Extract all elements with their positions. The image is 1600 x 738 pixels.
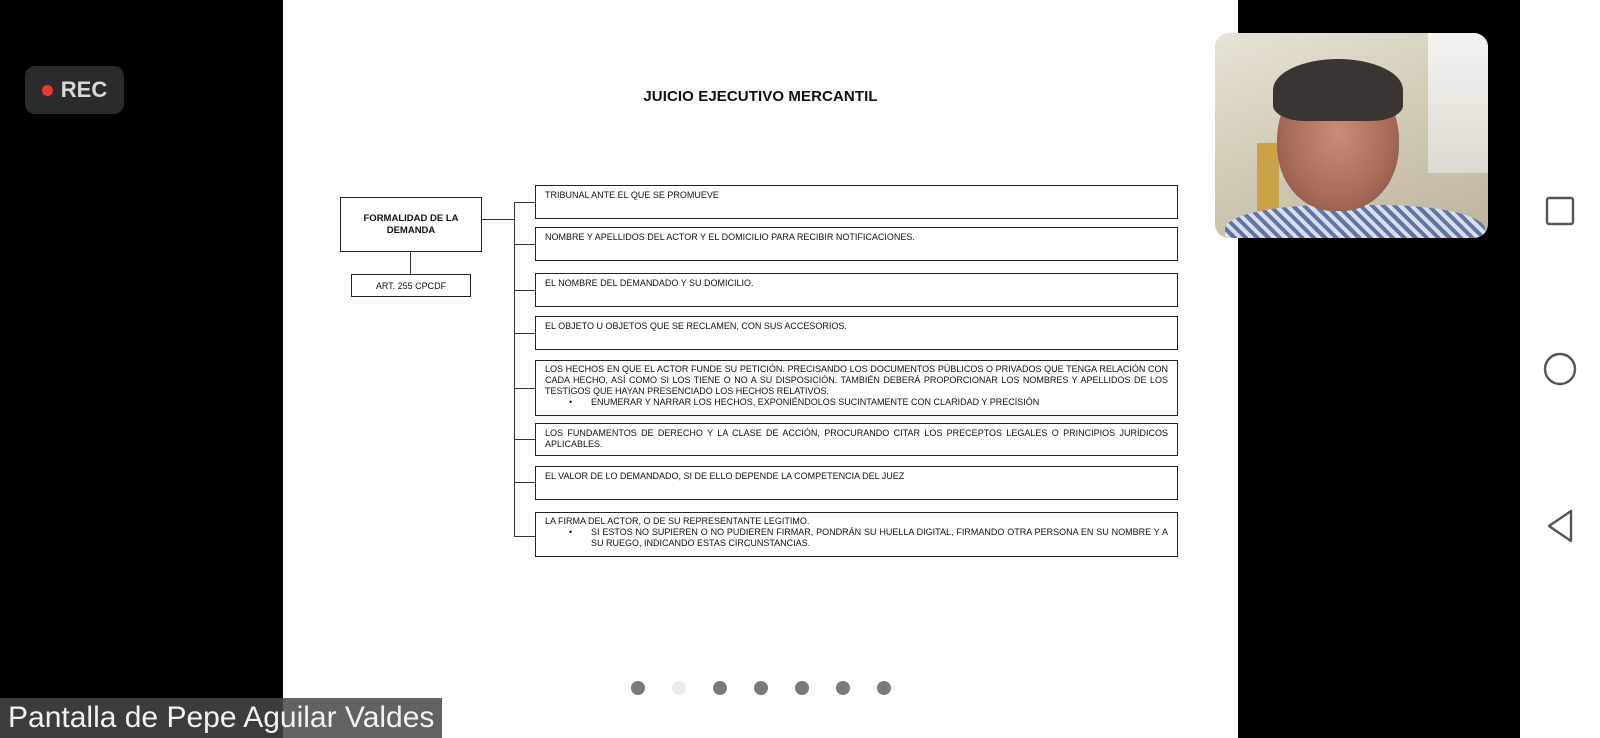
requirement-box [535, 466, 1178, 500]
recents-square-icon [1544, 195, 1576, 227]
page-dot-active[interactable] [672, 681, 686, 695]
branch-connector [514, 202, 535, 203]
page-dot[interactable] [836, 681, 850, 695]
page-dot[interactable] [631, 681, 645, 695]
home-circle-icon [1542, 351, 1578, 387]
requirement-text: LA FIRMA DEL ACTOR, O DE SU REPRESENTANTE LEGITIMO. [545, 516, 810, 526]
requirement-box [535, 360, 1178, 416]
slide-title: JUICIO EJECUTIVO MERCANTIL [643, 88, 878, 105]
recording-label: REC [60, 77, 108, 102]
recording-indicator [25, 66, 124, 114]
recents-button[interactable] [1542, 193, 1578, 229]
requirement-text: EL VALOR DE LO DEMANDADO, SI DE ELLO DEPENDE LA COMPETENCIA DEL JUEZ [545, 471, 905, 481]
screen-share-owner-label: Pantalla de Pepe Aguilar Valdes [0, 698, 442, 738]
main-concept-box: FORMALIDAD DE LA DEMANDA [340, 197, 482, 252]
presentation-slide [283, 0, 1238, 738]
bullet-text: ENUMERAR Y NARRAR LOS HECHOS, EXPONIÉNDOLOS SUCINTAMENTE CON CLARIDAD Y PRECISIÓN [591, 397, 1040, 407]
branch-connector [514, 439, 535, 440]
requirement-text: EL OBJETO U OBJETOS QUE SE RECLAMEN, CON SUS ACCESORIOS. [545, 321, 847, 331]
connector-main-to-art [410, 252, 411, 274]
requirement-text: LOS FUNDAMENTOS DE DERECHO Y LA CLASE DE ACCIÓN, PROCURANDO CITAR LOS PRECEPTOS LEGALES O PRINCIPIOS JURÍDICOS APLICABLES. [545, 428, 1168, 449]
bullet-icon: • [569, 527, 573, 537]
page-dot[interactable] [795, 681, 809, 695]
article-reference-box: ART. 255 CPCDF [351, 274, 471, 297]
requirement-box [535, 273, 1178, 307]
page-dot[interactable] [877, 681, 891, 695]
branch-connector [514, 290, 535, 291]
background-window [1428, 33, 1488, 173]
android-navigation-bar [1520, 0, 1600, 738]
bullet-text: SI ESTOS NO SUPIEREN O NO PUDIEREN FIRMAR, PONDRÁN SU HUELLA DIGITAL, FIRMANDO OTRA PERSONA EN SU NOMBRE Y A SU RUEGO, INDICANDO ESTAS CIRCUNSTANCIAS. [591, 527, 1168, 548]
bullet-item [545, 527, 1168, 549]
back-button[interactable] [1542, 508, 1578, 544]
branch-connector [514, 388, 535, 389]
requirement-box [535, 227, 1178, 261]
back-triangle-icon [1543, 508, 1577, 544]
requirement-box [535, 185, 1178, 219]
participant-video-thumbnail[interactable] [1215, 33, 1488, 238]
requirement-box [535, 512, 1178, 557]
bullet-icon: • [569, 397, 573, 407]
branch-connector [514, 482, 535, 483]
requirement-box [535, 316, 1178, 350]
home-button[interactable] [1542, 351, 1578, 387]
bullet-item [545, 397, 1168, 408]
page-dot[interactable] [754, 681, 768, 695]
requirement-box [535, 423, 1178, 456]
requirement-text: EL NOMBRE DEL DEMANDADO Y SU DOMICILIO. [545, 278, 754, 288]
participant-shirt [1225, 205, 1485, 238]
requirement-text: TRIBUNAL ANTE EL QUE SE PROMUEVE [545, 190, 719, 200]
participant-hair [1273, 59, 1403, 121]
branch-connector [514, 536, 535, 537]
connector-main-to-trunk [482, 219, 515, 220]
connector-trunk [514, 202, 515, 537]
requirement-text: LOS HECHOS EN QUE EL ACTOR FUNDE SU PETICIÓN. PRECISANDO LOS DOCUMENTOS PÚBLICOS O PRIVADOS QUE TENGA RELACIÓN CON CADA HECHO, ASÍ COMO SI LOS TIENE O NO A SU DISPOSICIÓN. TAMBIÉN DEBERÁ PROPORCIONAR LOS NOMBRES Y APELLIDOS DE LOS TESTIGOS QUE HAYAN PRESENCIADO LOS HECHOS RELATIVOS. [545, 364, 1168, 396]
page-dot[interactable] [713, 681, 727, 695]
background-door [1257, 143, 1279, 213]
branch-connector [514, 333, 535, 334]
slide-pagination [283, 681, 1238, 695]
branch-connector [514, 244, 535, 245]
requirement-text: NOMBRE Y APELLIDOS DEL ACTOR Y EL DOMICILIO PARA RECIBIR NOTIFICACIONES. [545, 232, 915, 242]
record-dot-icon [42, 85, 53, 96]
